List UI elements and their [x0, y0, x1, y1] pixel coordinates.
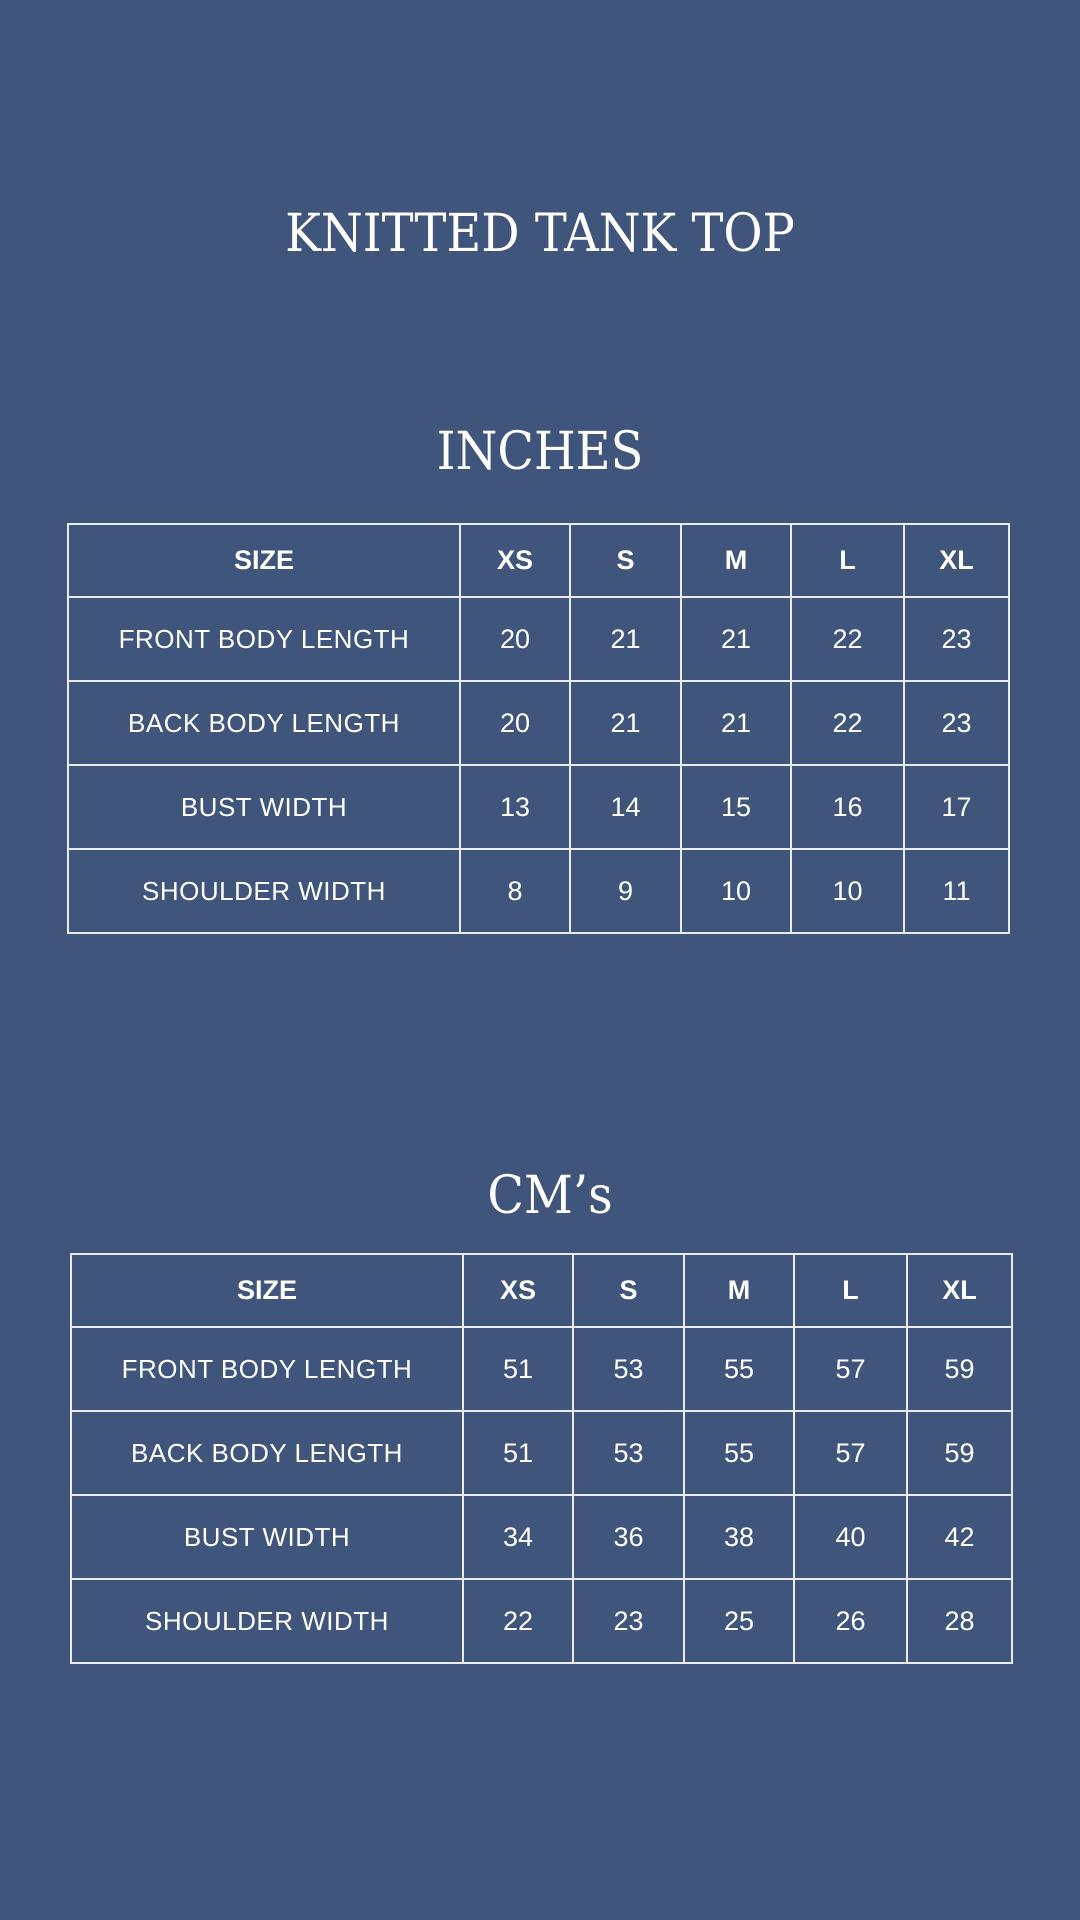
table-cell: 23: [904, 597, 1009, 681]
size-column-header: SIZE: [71, 1254, 463, 1327]
l-column-header: L: [794, 1254, 907, 1327]
table-cell: 23: [573, 1579, 684, 1663]
table-cell: 22: [791, 597, 904, 681]
table-cell: 51: [463, 1327, 573, 1411]
cm-heading: CM’s: [487, 1166, 613, 1226]
size-column-header: SIZE: [68, 524, 460, 597]
table-cell: 51: [463, 1411, 573, 1495]
s-column-header: S: [573, 1254, 684, 1327]
table-cell: 59: [907, 1411, 1012, 1495]
table-cell: 40: [794, 1495, 907, 1579]
page-title: KNITTED TANK TOP: [285, 204, 795, 264]
table-cell: 25: [684, 1579, 794, 1663]
table-cell: 59: [907, 1327, 1012, 1411]
table-cell: 22: [463, 1579, 573, 1663]
table-row: [68, 849, 1009, 933]
table-cell: 20: [460, 681, 570, 765]
table-row: [68, 597, 1009, 681]
table-cell: 53: [573, 1327, 684, 1411]
table-cell: 8: [460, 849, 570, 933]
table-cell: 13: [460, 765, 570, 849]
inches-heading: INCHES: [436, 422, 644, 482]
table-cell: 28: [907, 1579, 1012, 1663]
table-cell: 21: [570, 681, 681, 765]
xs-column-header: XS: [460, 524, 570, 597]
table-cell: 34: [463, 1495, 573, 1579]
table-cell: 15: [681, 765, 791, 849]
table-cell: 10: [791, 849, 904, 933]
table-cell: 22: [791, 681, 904, 765]
table-cell: 21: [681, 597, 791, 681]
table-cell: 16: [791, 765, 904, 849]
table-cell: 42: [907, 1495, 1012, 1579]
row-label: SHOULDER WIDTH: [71, 1579, 463, 1663]
row-label: BACK BODY LENGTH: [68, 681, 460, 765]
m-column-header: M: [681, 524, 791, 597]
table-cell: 9: [570, 849, 681, 933]
table-cell: 53: [573, 1411, 684, 1495]
table-cell: 57: [794, 1411, 907, 1495]
xl-column-header: XL: [904, 524, 1009, 597]
row-label: BACK BODY LENGTH: [71, 1411, 463, 1495]
row-label: BUST WIDTH: [68, 765, 460, 849]
m-column-header: M: [684, 1254, 794, 1327]
table-cell: 21: [570, 597, 681, 681]
table-cell: 38: [684, 1495, 794, 1579]
table-cell: 17: [904, 765, 1009, 849]
table-row: [68, 765, 1009, 849]
l-column-header: L: [791, 524, 904, 597]
table-row: [68, 681, 1009, 765]
row-label: SHOULDER WIDTH: [68, 849, 460, 933]
table-row: [71, 1579, 1012, 1663]
cm-size-table: [70, 1253, 1013, 1664]
table-cell: 23: [904, 681, 1009, 765]
table-row: [71, 1411, 1012, 1495]
inches-size-table: [67, 523, 1010, 934]
table-cell: 57: [794, 1327, 907, 1411]
table-header-row: [71, 1254, 1012, 1327]
row-label: BUST WIDTH: [71, 1495, 463, 1579]
table-cell: 11: [904, 849, 1009, 933]
table-cell: 36: [573, 1495, 684, 1579]
table-cell: 20: [460, 597, 570, 681]
table-cell: 14: [570, 765, 681, 849]
row-label: FRONT BODY LENGTH: [68, 597, 460, 681]
table-cell: 10: [681, 849, 791, 933]
s-column-header: S: [570, 524, 681, 597]
row-label: FRONT BODY LENGTH: [71, 1327, 463, 1411]
table-cell: 21: [681, 681, 791, 765]
table-header-row: [68, 524, 1009, 597]
xl-column-header: XL: [907, 1254, 1012, 1327]
table-row: [71, 1495, 1012, 1579]
table-row: [71, 1327, 1012, 1411]
xs-column-header: XS: [463, 1254, 573, 1327]
table-cell: 55: [684, 1411, 794, 1495]
table-cell: 26: [794, 1579, 907, 1663]
table-cell: 55: [684, 1327, 794, 1411]
